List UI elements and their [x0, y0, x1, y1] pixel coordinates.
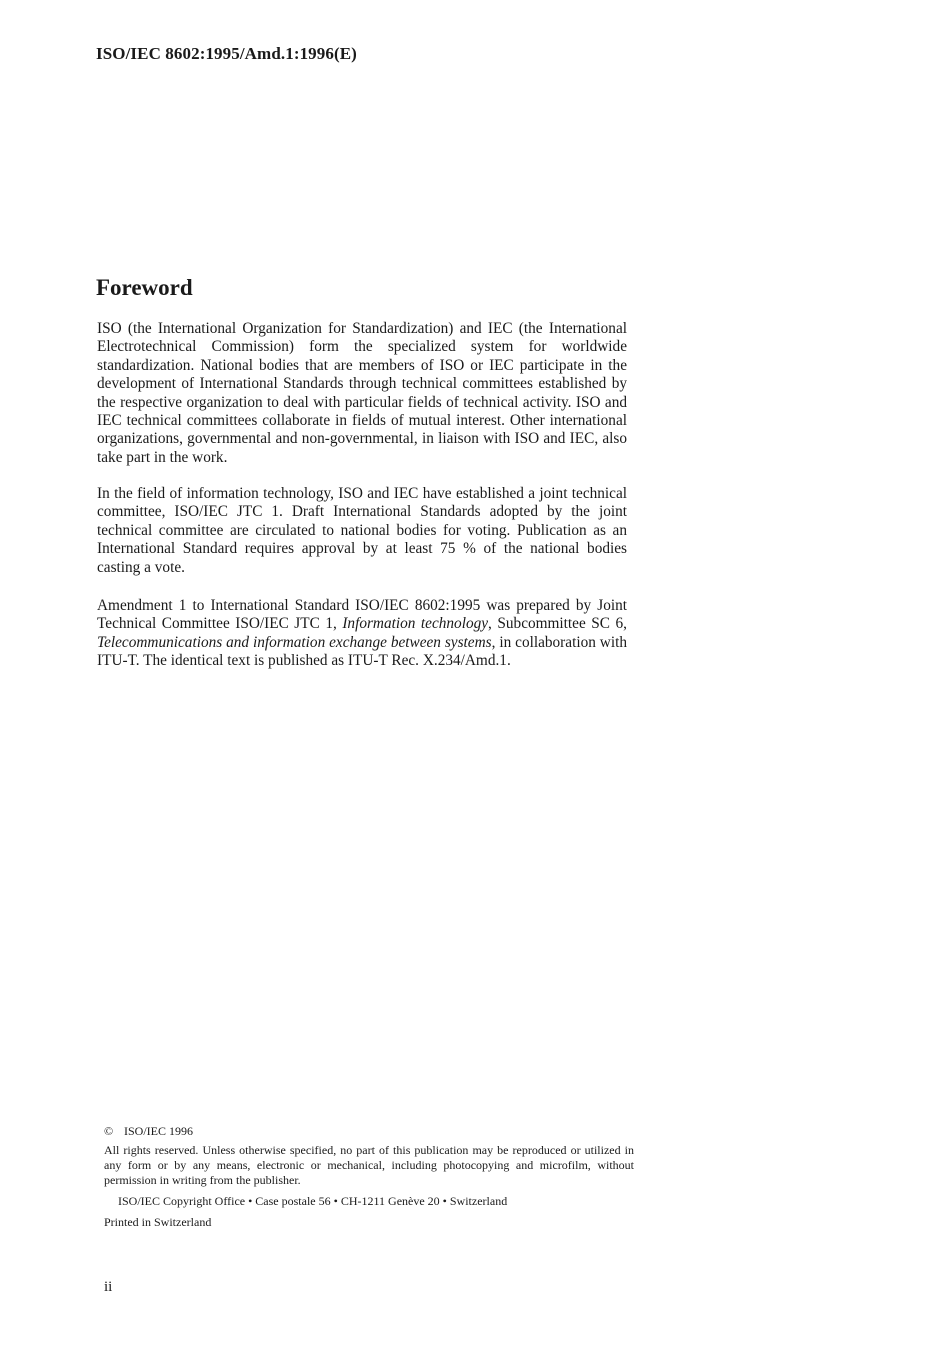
- foreword-title: Foreword: [96, 275, 193, 300]
- foreword-paragraph-2: In the field of information technology, ISO and IEC have established a joint technical committee, ISO/IEC JTC 1. Draft International Standards adopted by the joint technical committee are circulated to national bodies for voting. Publication as an International Standard requires approval by at least 75 % of the national bodies casting a vote.: [97, 485, 627, 576]
- copyright-holder: ISO/IEC 1996: [124, 1124, 193, 1138]
- rights-statement: All rights reserved. Unless otherwise specified, no part of this publication may be reproduced or utilized in any form or by any means, electronic or mechanical, including photocopying and microfilm, without permission in writing from the publisher.: [104, 1143, 634, 1187]
- printed-in: Printed in Switzerland: [104, 1215, 212, 1229]
- paragraph-3-text-b: , Subcommittee SC 6,: [488, 615, 627, 633]
- document-header: ISO/IEC 8602:1995/Amd.1:1996(E): [96, 44, 357, 63]
- paragraph-3-italic-a: Information technology: [342, 615, 489, 633]
- paragraph-3-italic-b: Telecommunications and information exchange between systems: [97, 633, 492, 651]
- foreword-paragraph-3: [97, 597, 627, 671]
- paragraph-3-text-a: Amendment 1 to International Standard ISO/IEC 8602:1995 was prepared by Joint Technical Committee ISO/IEC JTC 1,: [97, 597, 627, 633]
- foreword-paragraph-1: ISO (the International Organization for Standardization) and IEC (the International Electrotechnical Commission) form the specialized system for worldwide standardization. National bodies that are members of ISO or IEC participate in the development of International Standards through technical committees established by the respective organization to deal with particular fields of technical activity. ISO and IEC technical committees collaborate in fields of mutual interest. Other international organizations, governmental and non-governmental, in liaison with ISO and IEC, also take part in the work.: [97, 320, 627, 466]
- page-number: ii: [104, 1279, 113, 1295]
- copyright-block: [104, 1124, 634, 1230]
- copyright-line: [104, 1124, 634, 1139]
- paragraph-3-text-c: , in collaboration with ITU-T. The identical text is published as ITU-T Rec. X.234/Amd.1.: [97, 633, 627, 670]
- copyright-office-address: ISO/IEC Copyright Office • Case postale 56 • CH-1211 Genève 20 • Switzerland: [118, 1194, 508, 1208]
- copyright-icon: ©: [104, 1124, 114, 1138]
